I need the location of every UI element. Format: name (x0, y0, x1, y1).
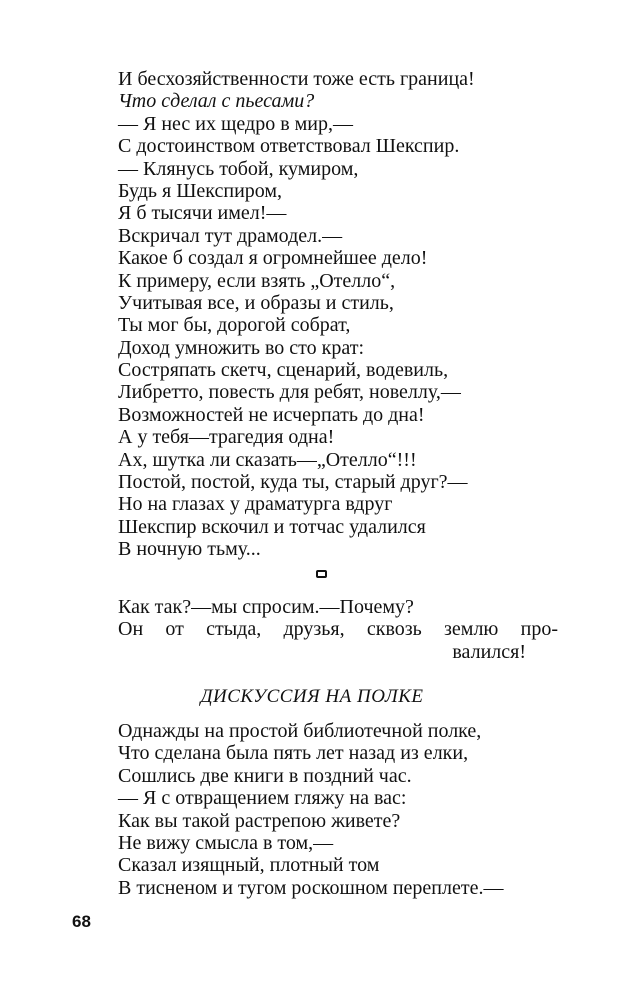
verse-line: Сошлись две книги в поздний час. (118, 764, 412, 787)
verse-line: Сказал изящный, плотный том (118, 854, 380, 877)
verse-line: Какое б создал я огромнейшее дело! (118, 247, 428, 270)
poem-title: ДИСКУССИЯ НА ПОЛКЕ (200, 686, 424, 707)
verse-line: Он от стыда, друзья, сквозь землю про- (118, 618, 558, 641)
verse-line: С достоинством ответствовал Шекспир. (118, 135, 460, 158)
verse-line: В тисненом и тугом роскошном переплете.— (118, 876, 504, 899)
verse-line: В ночную тьму... (118, 538, 261, 561)
verse-line: Либретто, повесть для ребят, новеллу,— (118, 381, 461, 404)
verse-line: Но на глазах у драматурга вдруг (118, 493, 393, 516)
verse-line: Однажды на простой библиотечной полке, (118, 720, 482, 742)
verse-line: Возможностей не исчерпать до дна! (118, 403, 425, 426)
verse-line: Учитывая все, и образы и стиль, (118, 291, 394, 314)
verse-line: — Клянусь тобой, кумиром, (118, 157, 359, 180)
poem-stanza-2 (118, 596, 558, 663)
verse-line: А у тебя—трагедия одна! (118, 426, 335, 449)
verse-line: — Я нес их щедро в мир,— (118, 112, 353, 135)
verse-line: Как так?—мы спросим.—Почему? (118, 596, 414, 618)
verse-line-italic: Что сделал с пьесами? (118, 90, 315, 113)
verse-line: Вскричал тут драмодел.— (118, 224, 343, 247)
page-number: 68 (72, 912, 91, 931)
verse-line: Состряпать скетч, сценарий, водевиль, (118, 359, 449, 382)
verse-line: Что сделана была пять лет назад из елки, (118, 742, 469, 765)
verse-line: Не вижу смысла в том,— (118, 831, 334, 854)
verse-line: Будь я Шекспиром, (118, 179, 283, 202)
verse-line-continuation: валился! (452, 640, 526, 663)
verse-line: — Я с отвращением гляжу на вас: (118, 787, 407, 810)
verse-line: Ах, шутка ли сказать—„Отелло“!!! (118, 448, 417, 471)
verse-line: Шекспир вскочил и тотчас удалился (118, 515, 426, 538)
verse-line: Постой, постой, куда ты, старый друг?— (118, 471, 468, 494)
poem-stanza-3 (118, 720, 558, 899)
verse-line: К примеру, если взять „Отелло“, (118, 269, 396, 292)
verse-line: Как вы такой растрепою живете? (118, 809, 401, 832)
verse-line: И бесхозяйственности тоже есть граница! (118, 68, 475, 90)
verse-line: Доход умножить во сто крат: (118, 336, 364, 359)
poem-stanza-1 (118, 68, 558, 561)
stanza-separator-mark (316, 570, 327, 578)
verse-line: Я б тысячи имел!— (118, 202, 287, 225)
verse-line: Ты мог бы, дорогой собрат, (118, 314, 351, 337)
